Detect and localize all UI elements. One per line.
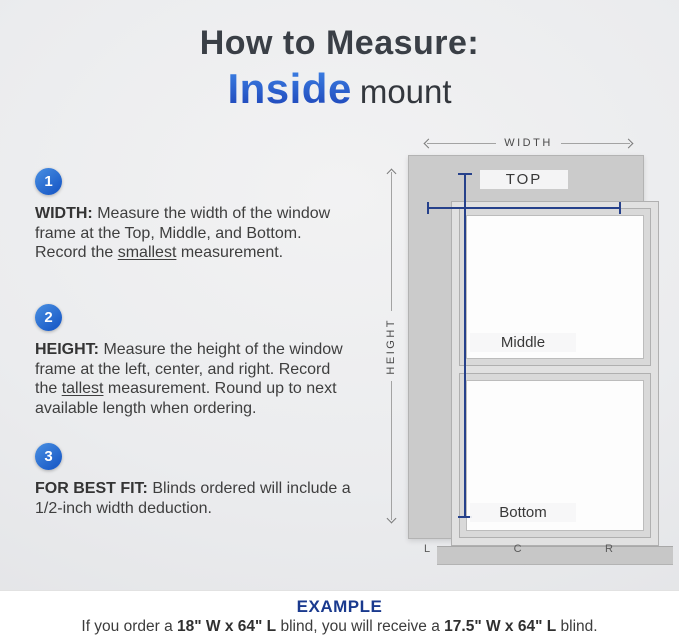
title-rest-mount: mount [359,73,452,110]
step-3-text [35,479,351,518]
example-text [0,618,679,636]
label-middle: Middle [470,333,576,352]
example-text-middle: blind, you will receive a [276,618,445,635]
example-heading: EXAMPLE [296,597,383,616]
step-2-body: Measure the height of the window frame at the left, center, and right. Record the [35,341,343,398]
height-arrow-line-bottom [391,381,392,520]
arrow-down-icon [386,514,396,524]
step-2-badge: 2 [35,304,62,331]
width-arrow-line-right [561,143,630,144]
arrow-up-icon [386,169,396,179]
example-text-before: If you order a [81,618,178,635]
label-top: TOP [480,170,568,189]
marker-right: R [605,543,614,555]
step-2-label: HEIGHT: [35,341,99,358]
step-3-badge: 3 [35,443,62,470]
height-arrow [383,170,399,522]
step-3-body: Blinds ordered will include a 1/2-inch width deduction. [35,480,351,517]
step-2-text [35,340,351,418]
step-1-label: WIDTH: [35,205,93,222]
height-arrow-label: HEIGHT [385,317,397,375]
example-footer [0,590,679,642]
marker-center: C [513,543,523,555]
step-1-body-end: measurement. [176,244,284,262]
page-title-line1: How to Measure: [199,24,480,62]
arrow-right-icon [624,138,634,148]
step-1-badge: 1 [35,168,62,195]
arrow-left-icon [424,138,434,148]
step-1-body: Measure the width of the window frame at the Top, Middle, and Bottom. Record the [35,205,331,262]
step-3-label: FOR BEST FIT: [35,480,148,497]
window-measure-diagram [380,130,675,582]
example-text-after: blind. [556,618,598,635]
step-2 [35,304,365,418]
title-highlight-inside: Inside [227,65,352,112]
lcr-markers [416,543,622,555]
example-receive-size: 17.5" W x 64" L [444,618,557,635]
label-bottom: Bottom [470,503,576,522]
width-arrow [425,136,632,150]
width-arrow-label: WIDTH [504,137,553,149]
step-1 [35,168,365,263]
marker-left: L [424,543,432,555]
step-2-underlined-word: tallest [61,380,104,398]
height-arrow-line-top [391,172,392,311]
step-3 [35,443,365,518]
step-1-underlined-word: smallest [117,244,177,262]
steps-column [35,0,385,560]
width-arrow-line-left [427,143,496,144]
example-order-size: 18" W x 64" L [177,618,277,635]
width-measure-line [427,207,621,209]
height-measure-line [464,173,466,518]
step-1-text [35,204,351,263]
step-2-body-end: measurement. Round up to next available length when ordering. [35,380,337,417]
